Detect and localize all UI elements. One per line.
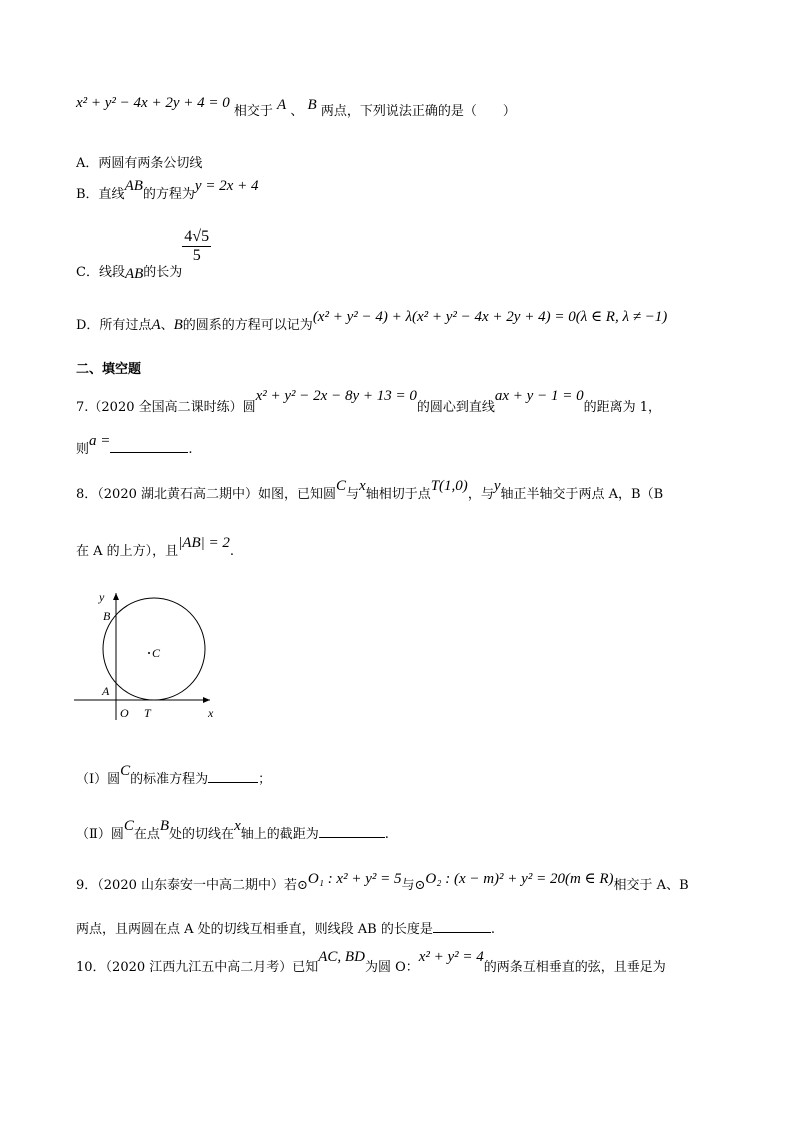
q9-mid: 与⊙	[401, 878, 426, 893]
q6-optc-mid: 的长为	[143, 265, 183, 280]
q8-stem-line2	[76, 532, 234, 559]
q7-period: .	[188, 442, 193, 457]
q6-optb-mid: 的方程为	[142, 187, 195, 202]
q6-stem	[76, 95, 516, 120]
label-t: T	[144, 706, 151, 720]
q6-option-a: A．两圆有两条公切线	[76, 156, 203, 171]
q6-point-b: B	[307, 97, 317, 113]
fraction-numerator: 4√5	[184, 228, 210, 245]
q7-line-equation: ax + y − 1 = 0	[494, 388, 584, 404]
q9-period: .	[490, 922, 495, 937]
q6-optb-pre: B．直线	[76, 187, 125, 202]
q8-p2-post: 轴上的截距为	[240, 827, 319, 842]
q6-optc-ab: AB	[124, 266, 144, 282]
q8-p2-mid: 在点	[133, 827, 160, 842]
q6-optd-b: B	[173, 317, 183, 333]
fraction-denominator: 5	[192, 247, 201, 264]
q6-optd-equation: (x² + y² − 4) + λ(x² + y² − 4x + 2y + 4) = 0(λ ∈ R, λ ≠ −1)	[312, 309, 668, 325]
q6-optb-eq: y = 2x + 4	[194, 178, 259, 194]
label-b: B	[103, 609, 111, 623]
section-title: 二、填空题	[76, 362, 142, 377]
q8-p1-c: C	[120, 763, 131, 779]
q6-text: 相交于	[233, 104, 273, 119]
q10-mid: 为圆 O：	[364, 960, 419, 975]
q6-sep: 、	[290, 104, 304, 119]
q6-optd-pre: D．所有过点	[76, 318, 152, 333]
q10-stem	[76, 946, 666, 975]
q8-t4: 轴正半轴交于两点 A，B（B	[500, 487, 664, 502]
q7-answer-blank[interactable]	[110, 451, 188, 453]
q9-pre: 9．（2020 山东泰安一中高二期中）若⊙	[76, 878, 308, 893]
q7-post: 的距离为 1，	[583, 400, 661, 415]
q10-circle-o: x² + y² = 4	[418, 949, 484, 965]
q6-optb-ab: AB	[124, 178, 143, 194]
q8-p1-post: 的标准方程为	[130, 772, 209, 787]
label-o: O	[120, 706, 129, 720]
q8-part2	[76, 815, 389, 842]
q8-x: x	[359, 478, 366, 494]
q9-circle-o1: O₁ : x² + y² = 5	[307, 871, 402, 887]
q7-a-equals: a =	[89, 433, 111, 449]
q8-p2-b: B	[159, 818, 170, 834]
q8-line2-post: .	[229, 544, 234, 559]
q7-answer-line	[76, 433, 193, 458]
q8-p2-mid2: 处的切线在	[169, 827, 235, 842]
q8-t3: ，与	[467, 487, 494, 502]
q8-p2-blank[interactable]	[319, 836, 385, 838]
q6-optd-sep: 、	[160, 318, 174, 333]
q7-then: 则	[76, 442, 90, 457]
q6-optd-mid: 的圆系的方程可以记为	[182, 318, 313, 333]
q8-stem	[76, 475, 664, 502]
q8-figure	[70, 585, 230, 725]
q6-optc-pre: C．线段	[76, 265, 125, 280]
q9-stem	[76, 868, 689, 893]
q8-part1	[76, 760, 272, 787]
q8-p2-x: x	[234, 818, 241, 834]
q6-optc-fraction	[182, 228, 211, 265]
q7-circle-equation: x² + y² − 2x − 8y + 13 = 0	[255, 388, 417, 404]
q8-p2-c: C	[123, 818, 134, 834]
y-axis-arrow	[113, 593, 119, 600]
q7-mid: 的圆心到直线	[416, 400, 495, 415]
q10-post: 的两条互相垂直的弦，且垂足为	[483, 960, 666, 975]
q8-p2-pre: （Ⅱ）圆	[76, 827, 124, 842]
q6-option-b	[76, 178, 259, 203]
q9-circle-o2: O₂ : (x − m)² + y² = 20(m ∈ R)	[425, 871, 614, 887]
center-dot	[148, 652, 150, 654]
q8-line2-pre: 在 A 的上方），且	[76, 544, 179, 559]
q9-line2	[76, 918, 495, 937]
q8-ab-length: |AB| = 2	[178, 535, 230, 551]
q8-t1: 与	[346, 487, 360, 502]
q8-circle-c: C	[336, 478, 347, 494]
q7-pre: 7.（2020 全国高二课时练）圆	[76, 400, 256, 415]
q8-p1-blank[interactable]	[208, 781, 258, 783]
q7-stem	[76, 385, 661, 415]
q6-optd-a: A	[151, 317, 161, 333]
q8-p1-end: ；	[258, 772, 272, 787]
q10-pre: 10．（2020 江西九江五中高二月考）已知	[76, 960, 319, 975]
x-axis-arrow	[203, 697, 210, 703]
q6-option-d	[76, 306, 668, 333]
q6-text2: 两点，下列说法正确的是（ ）	[320, 104, 516, 119]
q9-post: 相交于 A、B	[613, 878, 689, 893]
q8-p2-end: .	[384, 827, 389, 842]
q8-t2: 轴相切于点	[365, 487, 431, 502]
q8-y: y	[493, 478, 501, 494]
q8-point-t: T(1,0)	[430, 478, 468, 494]
q6-equation: x² + y² − 4x + 2y + 4 = 0	[76, 95, 230, 111]
q6-option-c	[76, 228, 211, 282]
label-x: x	[208, 706, 214, 720]
q8-pre: 8．（2020 湖北黄石高二期中）如图，已知圆	[76, 487, 336, 502]
q9-answer-blank[interactable]	[433, 931, 491, 933]
label-c: C	[152, 646, 161, 660]
label-y: y	[99, 590, 105, 604]
q8-p1-pre: （Ⅰ）圆	[76, 772, 121, 787]
q9-line2-text: 两点，且两圆在点 A 处的切线互相垂直，则线段 AB 的长度是	[76, 922, 433, 937]
q10-chords: AC, BD	[318, 949, 365, 965]
q6-point-a: A	[277, 97, 287, 113]
label-a: A	[102, 684, 110, 698]
